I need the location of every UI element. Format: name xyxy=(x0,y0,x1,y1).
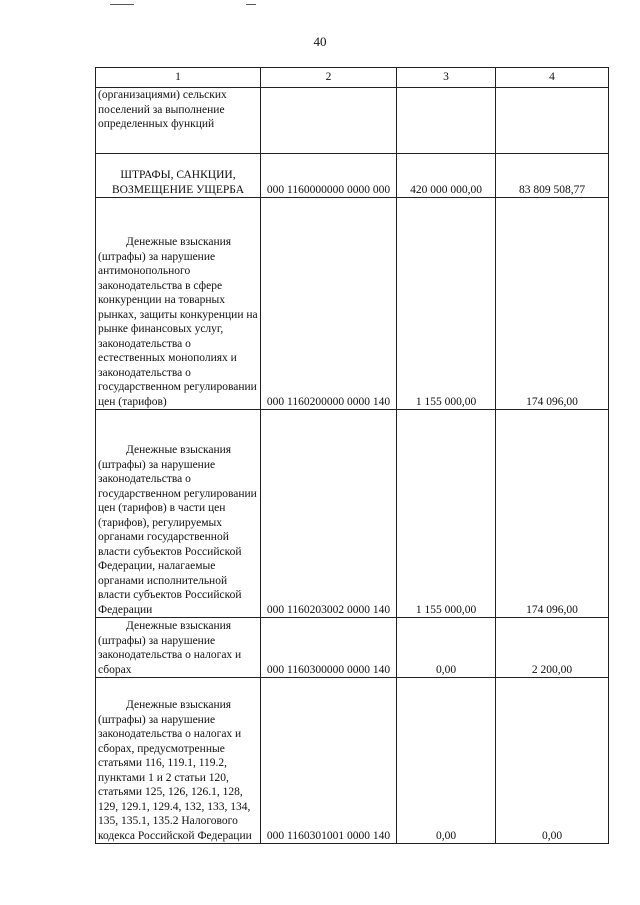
table-row xyxy=(96,154,609,198)
row-name: (организациями) сельских поселений за выполнение определенных функций xyxy=(96,88,261,154)
row-actual: 83 809 508,77 xyxy=(496,154,609,198)
row-actual: 0,00 xyxy=(496,678,609,844)
row-code: 000 1160203002 0000 140 xyxy=(261,410,397,618)
row-name xyxy=(96,678,261,844)
column-header-plan: 3 xyxy=(397,68,496,88)
table-row xyxy=(96,88,609,154)
row-name-text: Денежные взыскания (штрафы) за нарушение законодательства о государственном регулировании цен (тарифов) в части цен (тарифов), регулируемых органами государственной власти субъектов Российской Федерации, налагаемые органами исполнительной власти субъектов Российской Федерации xyxy=(98,444,257,616)
row-code: 000 1160300000 0000 140 xyxy=(261,618,397,678)
page-number: 40 xyxy=(313,34,327,49)
row-name xyxy=(96,618,261,678)
table-header-row xyxy=(96,68,609,88)
row-name xyxy=(96,410,261,618)
table-row xyxy=(96,198,609,410)
row-code: 000 1160000000 0000 000 xyxy=(261,154,397,198)
row-name: ШТРАФЫ, САНКЦИИ, ВОЗМЕЩЕНИЕ УЩЕРБА xyxy=(96,154,261,198)
column-header-code: 2 xyxy=(261,68,397,88)
row-name-text: Денежные взыскания (штрафы) за нарушение антимонопольного законодательства в сфере конкуренции на товарных рынках, защиты конкуренции на рынке финансовых услуг, законодательства о естественных монополиях и законодательства о государственном регулировании цен (тарифов) xyxy=(98,236,258,408)
table-row xyxy=(96,618,609,678)
row-name xyxy=(96,198,261,410)
table-row xyxy=(96,678,609,844)
scan-mark xyxy=(110,4,134,5)
row-plan xyxy=(397,88,496,154)
row-plan: 420 000 000,00 xyxy=(397,154,496,198)
row-code: 000 1160301001 0000 140 xyxy=(261,678,397,844)
column-header-actual: 4 xyxy=(496,68,609,88)
row-actual xyxy=(496,88,609,154)
row-plan: 1 155 000,00 xyxy=(397,410,496,618)
scan-mark xyxy=(246,4,256,5)
budget-table xyxy=(95,67,609,844)
row-plan: 1 155 000,00 xyxy=(397,198,496,410)
row-name-text: Денежные взыскания (штрафы) за нарушение законодательства о налогах и сборах, предусмотренные статьями 116, 119.1, 119.2, пунктами 1 и 2 статьи 120, статьями 125, 126, 126.1, 128, 129, 129.1, 129.4, 132, 133, 134, 135, 135.1, 135.2 Налогового кодекса Российской Федерации xyxy=(98,699,252,842)
row-actual: 174 096,00 xyxy=(496,410,609,618)
row-actual: 174 096,00 xyxy=(496,198,609,410)
row-code xyxy=(261,88,397,154)
row-plan: 0,00 xyxy=(397,618,496,678)
row-code: 000 1160200000 0000 140 xyxy=(261,198,397,410)
table-row xyxy=(96,410,609,618)
column-header-name: 1 xyxy=(96,68,261,88)
row-name-text: Денежные взыскания (штрафы) за нарушение законодательства о налогах и сборах xyxy=(98,620,242,676)
row-actual: 2 200,00 xyxy=(496,618,609,678)
row-plan: 0,00 xyxy=(397,678,496,844)
